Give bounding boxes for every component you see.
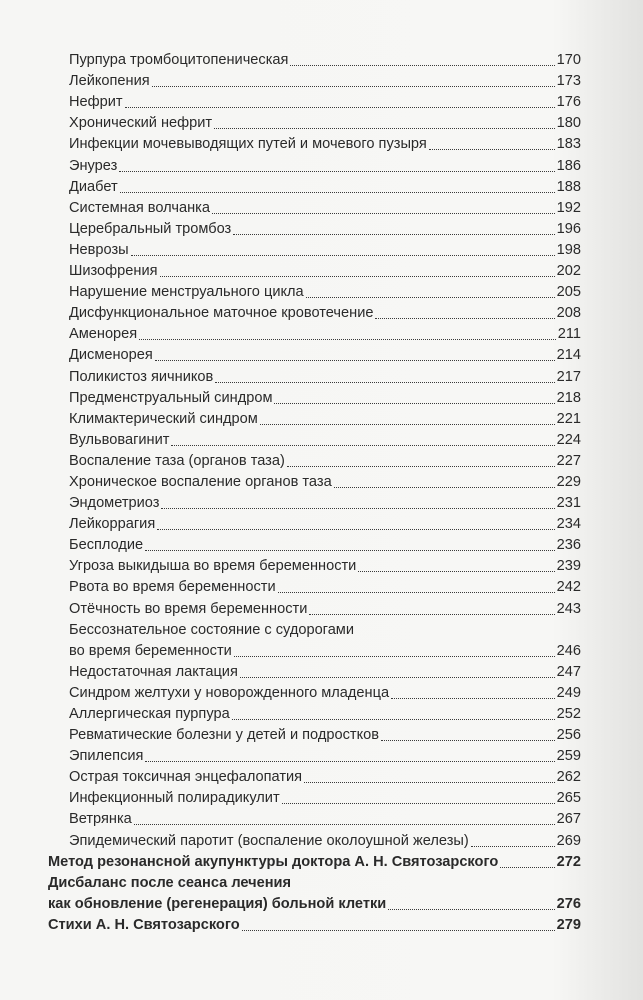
toc-entry-page: 202 [556,263,581,280]
toc-entry [0,301,643,322]
toc-entry [0,828,643,849]
toc-entry [0,259,643,280]
toc-entry [0,364,643,385]
dot-leader [334,487,555,488]
toc-entry [0,575,643,596]
dot-leader [240,677,555,678]
toc-entry-page: 221 [556,410,581,427]
toc-entry-title: Поликистоз яичников [69,368,214,385]
toc-entry [0,407,643,428]
dot-leader [290,65,554,66]
dot-leader [381,740,555,741]
toc-entry [0,280,643,301]
toc-main-entry-title: Стихи А. Н. Святозарского [48,916,240,933]
dot-leader [309,614,554,615]
toc-entry-page: 196 [556,220,581,237]
toc-entry-title: Энурез [69,157,118,174]
toc-entry-page: 269 [556,832,581,849]
dot-leader [232,719,555,720]
toc-entry [0,807,643,828]
toc-entry-first-line [0,618,643,639]
dot-leader [160,276,555,277]
toc-entry [0,322,643,343]
toc-entry [0,238,643,259]
toc-main-entry [0,892,643,913]
dot-leader [274,403,554,404]
toc-entry [0,660,643,681]
toc-entry-title: Бесплодие [69,537,144,554]
toc-entry-title: Дисфункциональное маточное кровотечение [69,305,374,322]
toc-entry [0,596,643,617]
toc-entry-title: Климактерический синдром [69,410,258,427]
toc-entry-page: 224 [556,431,581,448]
toc-entry-page: 211 [557,326,581,343]
toc-entry-page: 247 [556,663,581,680]
toc-entry-page: 242 [556,579,581,596]
dot-leader [125,107,555,108]
toc-entry-page: 243 [556,600,581,617]
dot-leader [233,234,554,235]
dot-leader [471,846,555,847]
toc-main-entry-page: 279 [556,916,581,933]
dot-leader [145,550,554,551]
toc-entry-title: Системная волчанка [69,199,210,216]
toc-entry-title: Рвота во время беременности [69,579,276,596]
toc-entry-title-line1: Бессознательное состояние с судорогами [69,621,354,638]
dot-leader [134,824,555,825]
toc-entry-title: Лейкопения [69,73,150,90]
toc-entry-page: 262 [556,769,581,786]
toc-entry-page: 188 [556,178,581,195]
toc-entry [0,111,643,132]
toc-entry [0,428,643,449]
toc-entry [0,132,643,153]
dot-leader [152,86,555,87]
toc-entry [0,90,643,111]
toc-entry [0,512,643,533]
toc-main-entry [0,850,643,871]
dot-leader [145,761,554,762]
toc-entry [0,343,643,364]
toc-entry [0,449,643,470]
toc-entry-page: 246 [556,642,581,659]
toc-main-entry-title-line1: Дисбаланс после сеанса лечения [48,874,292,891]
dot-leader [500,867,554,868]
toc-entry [0,681,643,702]
toc-entry [0,196,643,217]
toc-entry-title: Воспаление таза (органов таза) [69,452,285,469]
toc-entry [0,470,643,491]
toc-entry-page: 267 [556,811,581,828]
toc-entry-page: 192 [556,199,581,216]
toc-entry-title: Угроза выкидыша во время беременности [69,558,357,575]
toc-entry-page: 239 [556,558,581,575]
toc-entry-page: 173 [556,73,581,90]
toc-entry [0,744,643,765]
toc-entry-title: Ветрянка [69,811,132,828]
toc-entry-page: 252 [556,706,581,722]
dot-leader [131,255,555,256]
dot-leader [375,318,554,319]
dot-leader [242,930,555,931]
toc-main-entry-page: 276 [556,895,581,912]
toc-entry-title: Аллергическая пурпура [69,706,230,722]
dot-leader [214,128,555,129]
toc-entry-page: 186 [556,157,581,174]
toc-entry-page: 183 [556,136,581,153]
toc-entry-title: Эндометриоз [69,495,160,512]
toc-entry-page: 249 [556,684,581,701]
toc-entry [0,702,643,723]
toc-entry-page: 259 [556,748,581,765]
toc-entry-title: Эпидемический паротит (воспаление околоушной железы) [69,832,469,849]
toc-main-entry-page: 272 [556,853,581,870]
toc-entry-title: Аменорея [69,326,138,343]
toc-entry-title: Неврозы [69,241,129,258]
toc-entry-page: 180 [556,115,581,132]
toc-entry-title: Недостаточная лактация [69,663,238,680]
toc-entry-title: Эпилепсия [69,748,144,765]
toc-entry-title: Шизофрения [69,263,158,280]
toc-entry [0,48,643,69]
dot-leader [234,656,555,657]
toc-entry-page: 217 [556,368,581,385]
toc-entry-title: Лейкоррагия [69,516,156,533]
toc-entry-title: во время беременности [69,642,232,659]
toc-main-entry-title: Метод резонансной акупунктуры доктора А. Н. Святозарского [48,853,499,870]
toc-entry-page: 227 [556,452,581,469]
toc-main-entry-first-line [0,871,643,892]
dot-leader [282,803,555,804]
toc-entry [0,554,643,575]
toc-entry [0,765,643,786]
dot-leader [215,382,554,383]
toc-entry [0,533,643,554]
toc-entry [0,639,643,660]
toc-entry-page: 229 [556,473,581,490]
toc-entry-page: 170 [556,52,581,69]
dot-leader [161,508,554,509]
toc-entry-title: Нарушение менструального цикла [69,284,304,301]
toc-entry-page: 265 [556,790,581,807]
dot-leader [278,592,555,593]
toc-entry [0,175,643,196]
toc-entry [0,217,643,238]
toc-entry [0,153,643,174]
toc-entry-page: 218 [556,389,581,406]
toc-entry-page: 234 [556,516,581,533]
toc-entry-title: Нефрит [69,94,123,111]
toc-entry-title: Инфекционный полирадикулит [69,790,280,807]
toc-entry-title: Вульвовагинит [69,431,170,448]
toc-entry [0,786,643,807]
dot-leader [304,782,555,783]
dot-leader [120,192,555,193]
toc-entry-page: 231 [556,495,581,512]
toc-entry [0,723,643,744]
toc-entry-page: 256 [556,727,581,744]
dot-leader [139,339,556,340]
toc-entry-page: 198 [556,241,581,258]
toc-entry-title: Хронический нефрит [69,115,213,132]
toc-entry-page: 214 [556,347,581,364]
dot-leader [212,213,555,214]
toc-entry-page: 205 [556,284,581,301]
dot-leader [119,171,554,172]
toc-entry-title: Диабет [69,178,118,195]
toc-main-entry-title: как обновление (регенерация) больной клетки [48,895,387,912]
toc-entry [0,69,643,90]
toc-entry-title: Острая токсичная энцефалопатия [69,769,303,786]
toc-entry-page: 176 [556,94,581,111]
table-of-contents [0,48,643,934]
toc-entry-title: Дисменорея [69,347,153,364]
dot-leader [171,445,554,446]
dot-leader [260,424,555,425]
dot-leader [157,529,554,530]
toc-entry [0,491,643,512]
toc-main-entry [0,913,643,934]
toc-entry-title: Синдром желтухи у новорожденного младенца [69,684,390,701]
dot-leader [388,909,554,910]
dot-leader [306,297,555,298]
dot-leader [155,360,555,361]
toc-entry-page: 236 [556,537,581,554]
toc-entry-title: Ревматические болезни у детей и подростков [69,727,380,744]
toc-entry-page: 208 [556,305,581,322]
toc-entry-title: Хроническое воспаление органов таза [69,473,332,490]
toc-entry-title: Инфекции мочевыводящих путей и мочевого пузыря [69,136,427,153]
dot-leader [429,149,555,150]
dot-leader [358,571,554,572]
toc-entry [0,386,643,407]
toc-entry-title: Предменструальный синдром [69,389,273,406]
toc-entry-title: Отёчность во время беременности [69,600,308,617]
toc-entry-title: Пурпура тромбоцитопеническая [69,52,289,69]
dot-leader [287,466,555,467]
toc-entry-title: Церебральный тромбоз [69,220,232,237]
dot-leader [391,698,555,699]
